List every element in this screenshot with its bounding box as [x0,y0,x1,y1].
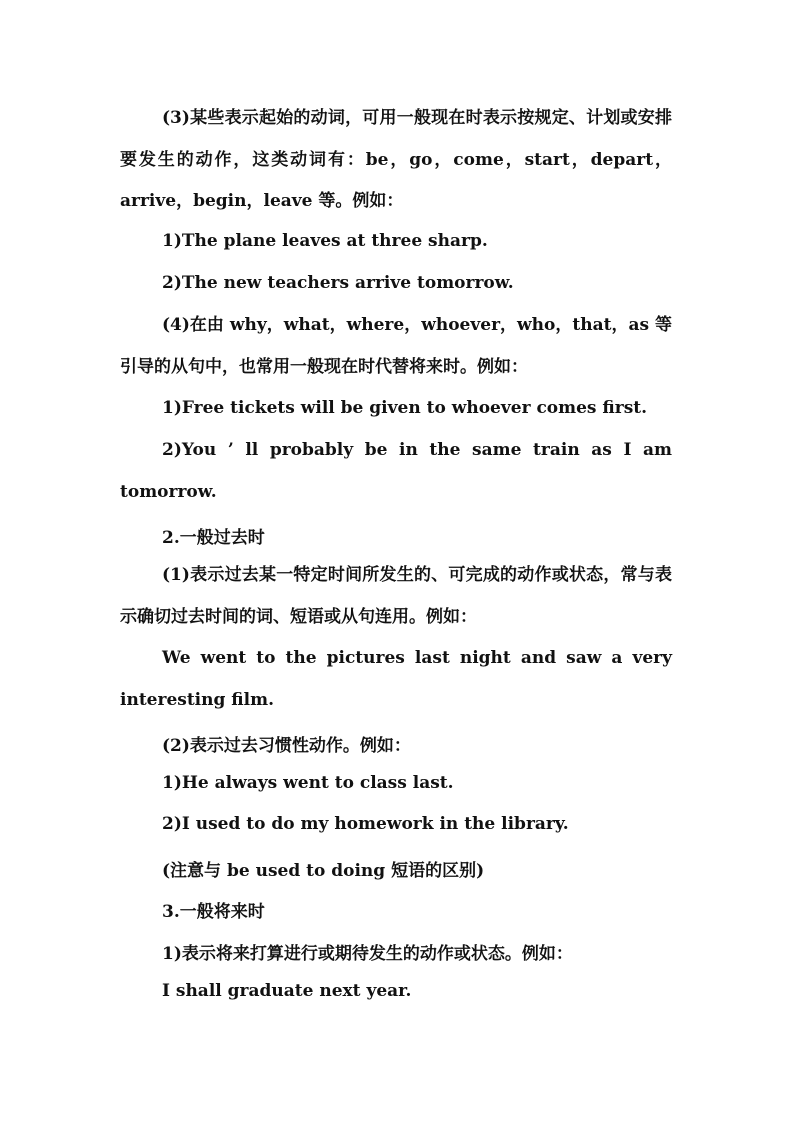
example-sentence: 1)Free tickets will be given to whoever comes first. [162,398,648,418]
paragraph-past-specific-time: (1)表示过去某一特定时间所发生的、可完成的动作或状态，常与表示确切过去时间的词、短语或从句连用。例如： [120,565,672,627]
example-sentence: 1)He always went to class last. [162,773,454,793]
example-sentence: 2)The new teachers arrive tomorrow. [162,273,514,293]
example-sentence: 2)I used to do my homework in the library. [162,814,569,834]
paragraph-inceptive-verbs: (3)某些表示起始的动词，可用一般现在时表示按规定、计划或安排要发生的动作，这类动词有：be，go，come，start，depart，arrive，begin，leave 等。例如： [120,108,672,212]
example-sentence: We went to the pictures last night and saw a very interesting film. [120,648,672,710]
note: (注意与 be used to doing 短语的区别) [162,861,485,881]
section-heading: 2.一般过去时 [162,528,265,548]
section-heading: 3.一般将来时 [162,902,265,922]
paragraph-subordinate-clauses: (4)在由 why，what，where，whoever，who，that，as 等引导的从句中，也常用一般现在时代替将来时。例如： [120,315,672,377]
example-sentence: I shall graduate next year. [162,981,412,1001]
example-sentence: 1)The plane leaves at three sharp. [162,231,488,251]
paragraph-past-habitual: (2)表示过去习惯性动作。例如： [162,736,411,756]
example-sentence: 2)You ’ ll probably be in the same train as I am tomorrow. [120,440,672,502]
paragraph-future-intent: 1)表示将来打算进行或期待发生的动作或状态。例如： [162,944,573,964]
